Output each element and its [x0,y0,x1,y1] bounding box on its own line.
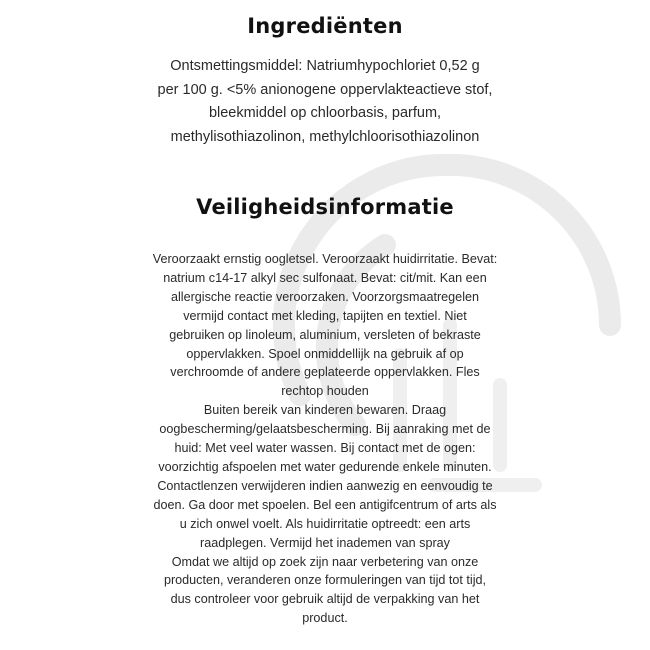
safety-line: Omdat we altijd op zoek zijn naar verbetering van onze [171,554,479,569]
safety-line: producten, veranderen onze formuleringen van tijd tot tijd, [163,573,487,588]
safety-line: allergische reactie veroorzaken. Voorzorgsmaatregelen [170,289,479,304]
safety-line: product. [302,611,348,626]
safety-line: verchroomde of andere geplateerde oppervlakken. Fles [170,365,480,380]
ingredients-line: per 100 g. <5% anionogene oppervlakteactieve stof, [157,81,493,98]
ingredients-title: Ingrediënten [247,14,403,38]
safety-line: gebruiken op linoleum, aluminium, versleten of bekraste [169,327,481,342]
safety-line: oogbescherming/gelaatsbescherming. Bij aanraking met de [159,422,491,437]
safety-line: Contactlenzen verwijderen indien aanwezig en eenvoudig te [157,478,493,493]
safety-line: Buiten bereik van kinderen bewaren. Draag [203,403,447,418]
safety-line: Veroorzaakt ernstig oogletsel. Veroorzaakt huidirritatie. Bevat: [152,252,498,266]
safety-line: dus controleer voor gebruik altijd de verpakking van het [170,592,480,607]
safety-line: huid: Met veel water wassen. Bij contact met de ogen: [174,441,476,456]
safety-line: oppervlakken. Spoel onmiddellijk na gebruik af op [186,346,464,361]
ingredients-line: bleekmiddel op chloorbasis, parfum, [208,105,442,121]
safety-line: doen. Ga door met spoelen. Bel een antigifcentrum of arts als [153,497,497,512]
ingredients-line: Ontsmettingsmiddel: Natriumhypochloriet 0,52 g [170,58,480,74]
safety-information-text [140,250,510,628]
ingredients-line: methylisothiazolinon, methylchloorisothiazolinon [170,128,480,145]
safety-line: raadplegen. Vermijd het inademen van spray [200,535,450,550]
ingredients-list [120,55,530,149]
safety-line: natrium c14-17 alkyl sec sulfonaat. Bevat: cit/mit. Kan een [163,270,487,285]
safety-line: voorzichtig afspoelen met water gedurende enkele minuten. [158,459,492,474]
safety-line: rechtop houden [281,384,369,399]
safety-title: Veiligheidsinformatie [196,195,454,219]
safety-line: u zich onwel voelt. Als huidirritatie optreedt: een arts [179,516,471,531]
safety-line: vermijd contact met kleding, tapijten en textiel. Niet [183,308,467,323]
